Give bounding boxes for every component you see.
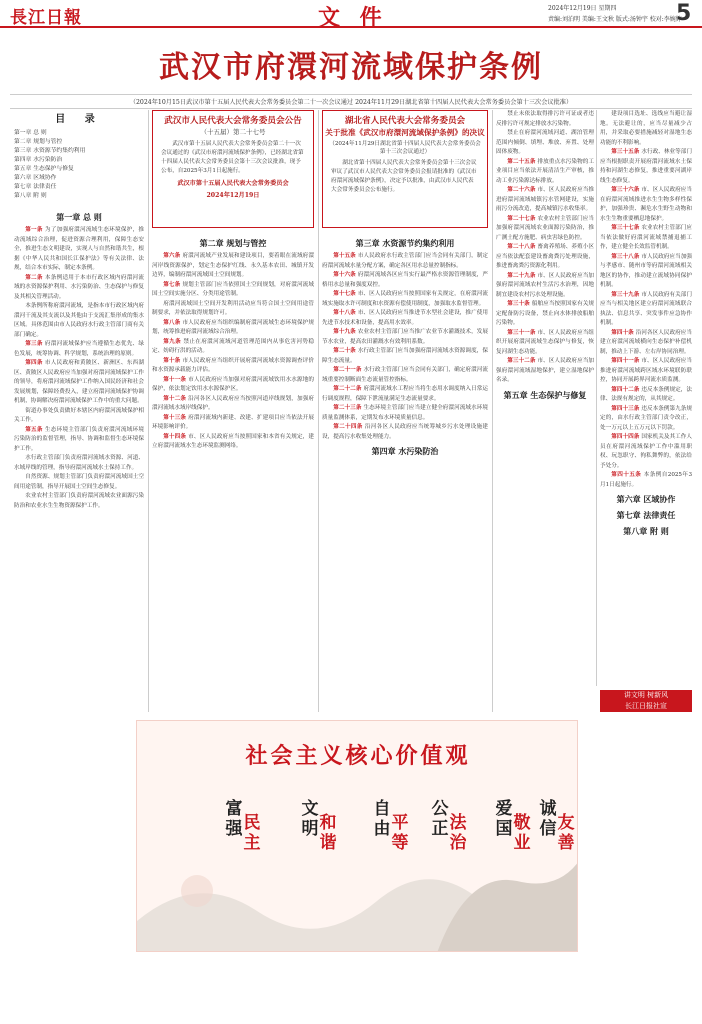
article-number: 第三十六条: [611, 187, 642, 193]
article-paragraph: [600, 405, 692, 434]
article-text: 禁止在府澴河流域河道、湖泊管理范围内倾倒、填埋、堆放、弃置、处理固体废物。: [496, 130, 594, 155]
core-value-word: [445, 813, 471, 853]
article-number: 第七条: [163, 281, 183, 288]
core-value-char: 谐: [319, 833, 337, 853]
article-text: 沿河各区人民政府应当统筹城乡污水处理设施建设，提高污水收集处理能力。: [322, 424, 488, 440]
article-text: 市人民政府应当组织编制府澴河流域生态环境保护规划，统筹推进府澴河流域综合治理。: [152, 319, 314, 335]
article-text: 市、区人民政府应当在府澴河流域推进水生生物多样性保护，加强珍贵、濒危水生野生动物和水生生物重要栖息地保护。: [600, 187, 692, 222]
article-number: 第四十三条: [611, 405, 642, 412]
article-text: 市、区人民政府应当推进府澴河流域跨区域水环境联防联控，协同开展跨界河流水质监测。: [600, 358, 692, 383]
column-1: [14, 208, 144, 712]
masthead: [0, 0, 702, 31]
column-2: [152, 234, 314, 712]
column-divider: [318, 110, 319, 712]
article-text: 府澴河流域各区应当实行最严格水资源管理制度，严格用水总量和强度双控。: [322, 272, 488, 288]
article-paragraph: [600, 186, 692, 224]
article-paragraph: [152, 300, 314, 319]
article-number: 第二十条: [333, 348, 358, 354]
article-paragraph: [152, 414, 314, 433]
article-number: 第二十八条: [507, 244, 538, 250]
article-paragraph: [152, 281, 314, 300]
article-number: 第二十六条: [507, 187, 538, 193]
article-paragraph: [152, 395, 314, 414]
article-paragraph: [496, 300, 594, 329]
toc-item: 第一章 总 则: [14, 130, 47, 136]
core-value-word: [553, 813, 578, 853]
article-paragraph: [600, 253, 692, 291]
core-value-word: [239, 813, 265, 853]
article-paragraph: [600, 148, 692, 186]
chapter-heading: 第二章 规划与管控: [199, 238, 267, 248]
article-text: 府澴河流域内新建、改建、扩建项目应当依法开展环境影响评价。: [152, 414, 314, 430]
core-value-char: 友: [557, 813, 575, 833]
core-value-char: 正: [431, 819, 449, 839]
core-value-char: 明: [301, 819, 319, 839]
article-number: 第三十一条: [507, 329, 538, 336]
article-paragraph: [152, 338, 314, 357]
article-text: 农业农村主管部门应当依法做好府澴河流域禁捕退捕工作，建立健全长效监管机制。: [600, 225, 692, 250]
chapter-heading: 第七章 法律责任: [616, 510, 676, 520]
article-number: 第四十五条: [611, 472, 644, 478]
article-number: 第二十七条: [507, 215, 538, 222]
article-text: 府澴河流域产业发展和建设项目，要着眼在流域府澴河岸线资源保护，划定生态保护红线、永久基本农田、城镇开发边界，编制府澴河流域国土空间规划。: [152, 253, 314, 278]
article-text: 市人民政府应当加强与孝感市、随州市等府澴河流域相关地区的协作，推动建立流域协同保护机制。: [600, 253, 692, 288]
article-number: 第三十九条: [611, 291, 642, 298]
section-title: 文 件: [318, 5, 388, 31]
toc-item: 第四章 水污染防治: [14, 157, 63, 163]
column-5: [600, 110, 692, 686]
core-value-word: [315, 813, 341, 853]
toc-item: 第六章 区域协作: [14, 175, 57, 181]
core-value-char: 法: [449, 813, 467, 833]
article-number: 第二条: [25, 274, 45, 281]
article-paragraph: [600, 357, 692, 386]
article-text: 禁止未依法取得排污许可证或者违反排污许可规定排放水污染物。: [496, 111, 594, 127]
article-text: 为了加强府澴河流域生态环境保护，推动流域综合治理，促进资源合理利用，保障生态安全，推进生态文明建设，实现人与自然和谐共生，根据《中华人民共和国长江保护法》等有关法律、法规，结合本市实际，制定本条例。: [14, 227, 144, 271]
announcement-signer: 武汉市第十五届人民代表大会常务委员会: [177, 180, 289, 187]
article-number: 第三十五条: [611, 149, 642, 155]
column-divider: [148, 110, 149, 712]
article-number: 第六条: [163, 253, 183, 259]
article-text: 禁止在府澴河流域河道管理范围内从事危害河势稳定、妨碍行洪的活动。: [152, 338, 314, 354]
article-number: 第四条: [25, 360, 45, 366]
article-number: 第一条: [25, 227, 45, 233]
article-paragraph: [600, 224, 692, 253]
article-paragraph: [152, 376, 314, 395]
article-text: 府澴河流域水工程应当将生态用水调度纳入日常运行调度规程，保障下泄流量满足生态流量要求。: [322, 386, 488, 402]
toc-title: 目 录: [55, 114, 103, 125]
core-value-char: 公: [431, 799, 449, 819]
article-number: 第四十四条: [611, 434, 642, 440]
article-paragraph: [14, 359, 144, 407]
toc-item: 第七章 法律责任: [14, 184, 57, 190]
article-text: 府澴河流域国土空间开发利用活动应当符合国土空间用途管制要求，并依法取得规划许可。: [152, 300, 314, 316]
announcement-body: 武汉市第十五届人民代表大会常务委员会第二十一次会议通过的《武汉市府澴河流域保护条例》，已经湖北省第十四届人民代表大会常务委员会第十三次会议批准，现予公布，自2025年3月1日起施行。: [161, 141, 304, 174]
article-number: 第五条: [25, 426, 45, 433]
resolution-title-2: 关于批准《武汉市府澴河流域保护条例》的决议: [325, 128, 485, 137]
article-number: 第二十五条: [507, 158, 538, 165]
article-text: 建设项目选址、选线应当避让湿地。无法避让的，应当尽量减少占用，并采取必要措施减轻对湿地生态功能的不利影响。: [600, 111, 692, 146]
article-paragraph: [14, 407, 144, 426]
article-paragraph: [14, 302, 144, 340]
article-number: 第四十二条: [611, 386, 642, 393]
article-paragraph: [322, 347, 488, 366]
article-paragraph: [14, 274, 144, 303]
announcement-box-wuhan: [152, 110, 314, 228]
article-text: 生态环境主管部门负责府澴河流域环境污染防治的监督管理，指导、协调和监督生态环境保护工作。: [14, 426, 144, 452]
public-service-badge: [600, 690, 692, 712]
article-paragraph: [600, 433, 692, 471]
core-value-char: 国: [495, 819, 513, 839]
article-text: 违反本条例规定，法律、法规有规定的，从其规定。: [600, 386, 692, 402]
article-list: [14, 226, 144, 511]
badge-line-1: 讲文明 树新风: [623, 691, 669, 699]
article-number: 第九条: [163, 338, 184, 345]
article-text: 市人民政府应当组织开展府澴河流域水资源调查评价和水资源承载能力评估。: [152, 357, 314, 373]
article-number: 第四十条: [611, 329, 636, 336]
article-number: 第十条: [163, 357, 183, 364]
core-value-char: 强: [225, 819, 243, 839]
article-paragraph: [14, 226, 144, 274]
column-4: [496, 110, 594, 712]
core-value-word: [387, 813, 413, 853]
core-value-char: 信: [539, 819, 557, 839]
column-divider: [492, 110, 493, 712]
core-value-char: 文: [301, 799, 319, 819]
core-value-char: 主: [243, 833, 261, 853]
article-number: 第十九条: [333, 329, 358, 335]
core-value-char: 等: [391, 833, 409, 853]
resolution-subtitle: （2024年11月29日湖北省第十四届人民代表大会常务委员会第十三次会议通过）: [329, 141, 481, 155]
column-divider: [596, 110, 597, 686]
article-paragraph: [14, 340, 144, 359]
chapter-heading: 第一章 总 则: [56, 212, 102, 222]
article-number: 第十四条: [163, 433, 189, 440]
toc-item: 第二章 规划与管控: [14, 139, 63, 145]
article-paragraph: [496, 129, 594, 158]
table-of-contents: [14, 110, 144, 199]
article-number: 第十七条: [333, 291, 358, 297]
core-value-char: 由: [373, 819, 391, 839]
article-paragraph: [14, 473, 144, 492]
article-text: 本条例适用于本市行政区域内府澴河流域的水资源保护利用、水污染防治、生态保护与修复及其相关管理活动。: [14, 274, 144, 300]
article-text: 违反本条例第九条规定的，由水行政主管部门责令改正，处一万元以上五万元以下罚款。: [600, 405, 692, 431]
article-number: 第三十条: [507, 301, 532, 307]
article-paragraph: [322, 271, 488, 290]
article-text: 农业农村主管部门负责府澴河流域农业面源污染防治和农业水生生物资源保护工作。: [14, 493, 144, 509]
article-text: 船舶应当按照国家有关规定配备防污设备，禁止向水体排放船舶污染物。: [496, 301, 594, 326]
chapter-heading: 第八章 附 则: [623, 526, 669, 536]
article-paragraph: [496, 186, 594, 215]
toc-item: 第八章 附 则: [14, 193, 47, 199]
adoption-note: （2024年10月15日武汉市第十五届人民代表大会常务委员会第二十一次会议通过 2024年11月29日湖北省第十四届人民代表大会常务委员会第十三次会议批准）: [10, 94, 692, 109]
core-value-char: 敬: [513, 813, 531, 833]
article-number: 第十三条: [163, 414, 189, 421]
article-number: 第二十四条: [333, 424, 365, 430]
article-text: 市人民政府水行政主管部门应当会同有关部门，制定府澴河流域水量分配方案，确定各区用水总量控制指标。: [322, 253, 488, 269]
article-paragraph: [14, 426, 144, 455]
article-number: 第十一条: [163, 376, 189, 383]
article-text: 市、区人民政府应当加强府澴河流域农村生活污水治理，因地制宜建设农村污水处理设施。: [496, 272, 594, 298]
article-paragraph: [496, 357, 594, 386]
article-text: 水行政主管部门应当会同有关部门，确定府澴河流域重要控制断面生态流量管控指标。: [322, 367, 488, 383]
article-paragraph: [152, 319, 314, 338]
core-value-char: 爱: [495, 799, 513, 819]
announcement-title: 武汉市人民代表大会常务委员会公告: [164, 116, 302, 126]
article-paragraph: [322, 385, 488, 404]
core-value-char: 业: [513, 833, 531, 853]
article-paragraph: [322, 328, 488, 347]
badge-line-2: 长江日报社宣: [625, 702, 667, 710]
chapter-heading: 第四章 水污染防治: [371, 446, 439, 456]
article-text: 排放重点水污染物的工业项目应当依法开展清洁生产审核，推动工业污染源达标排放。: [496, 158, 594, 184]
core-value-word: [509, 813, 535, 853]
article-number: 第二十二条: [333, 386, 364, 392]
article-paragraph: [322, 309, 488, 328]
core-value-char: 诚: [539, 799, 557, 819]
article-paragraph: [496, 272, 594, 301]
article-number: 第八条: [163, 319, 183, 326]
article-paragraph: [322, 290, 488, 309]
article-number: 第三十七条: [611, 225, 642, 231]
core-value-char: 平: [391, 813, 409, 833]
article-text: 市人民政府和黄陂区、新洲区、东西湖区、黄陂区人民政府应当加强对府澴河流域保护工作的领导，将府澴河流域保护工作纳入国民经济和社会发展规划，保障经费投入，建立府澴河流域保护协调机制，协调解决府澴河流域保护工作中的重大问题。: [14, 360, 144, 404]
resolution-box-hubei: [322, 110, 488, 228]
article-text: 水行政主管部门负责府澴河流域水资源、河道、水域岸线的管理，指导府澴河流域水土保持工作。: [14, 455, 144, 471]
article-paragraph: [322, 423, 488, 442]
core-value-char: 民: [243, 813, 261, 833]
article-number: 第十八条: [333, 310, 358, 316]
page-headline: 武汉市府澴河流域保护条例: [159, 50, 543, 85]
article-text: 市人民政府应当加强对府澴河流域饮用水水源地的保护，依法划定饮用水水源保护区。: [152, 376, 314, 392]
toc-item: 第五章 生态保护与修复: [14, 166, 74, 172]
chapter-heading: 第五章 生态保护与修复: [503, 389, 587, 400]
core-values-poster: [136, 720, 578, 952]
article-text: 农业农村主管部门应当推广农业节水灌溉技术，发展节水农业，提高农田灌溉水有效利用系数。: [322, 329, 488, 345]
chapter-heading: 第六章 区域协作: [616, 494, 676, 504]
article-text: 市、区人民政府应当加强府澴河流域湿地保护，建立湿地保护名录。: [496, 358, 594, 383]
column-3: [322, 234, 488, 712]
article-paragraph: [600, 386, 692, 405]
announcement-date: 2024年12月19日: [206, 192, 260, 199]
article-number: 第三条: [25, 341, 45, 347]
announcement-number: （十五届）第二十七号: [200, 128, 266, 136]
article-list: [600, 110, 692, 490]
article-text: 市人民政府有关部门应当与相关地区建立府澴河流域联合执法、信息共享、突发事件应急协作机制。: [600, 291, 692, 326]
article-text: 本条例自2025年3月1日起施行。: [600, 472, 692, 488]
article-paragraph: [14, 454, 144, 473]
article-paragraph: [600, 110, 692, 148]
article-paragraph: [152, 252, 314, 281]
article-paragraph: [496, 110, 594, 129]
newspaper-logo: 長江日報: [10, 8, 82, 28]
article-paragraph: [600, 291, 692, 329]
article-text: 市、区人民政府应当推进府澴河流域城镇污水管网建设，实施雨污分流改造，提高城镇污水收集率。: [496, 187, 594, 212]
article-paragraph: [152, 433, 314, 452]
article-text: 本条例所称府澴河流域，是指本市行政区域内府澴河干流及其支流以及其他由于支流汇集形成的集水区域。具体范围由市人民政府水行政主管部门商有关部门确定。: [14, 303, 144, 338]
article-list: [322, 252, 488, 442]
article-text: 水行政主管部门应当加强府澴河流域水资源调度，保障生态流量。: [322, 348, 488, 364]
core-value-char: 自: [373, 799, 391, 819]
article-number: 第二十九条: [507, 272, 538, 279]
article-number: 第二十一条: [333, 367, 364, 373]
article-paragraph: [496, 158, 594, 187]
article-text: 沿河各区人民政府应当按照河道岸线规划，加强府澴河流域水域岸线保护。: [152, 395, 314, 411]
article-paragraph: [600, 329, 692, 358]
page-number: 5: [676, 1, 692, 26]
article-paragraph: [322, 404, 488, 423]
article-text: 市、区人民政府应当组织开展府澴河流域生态保护与修复，恢复河湖生态功能。: [496, 329, 594, 355]
chapter-heading: 第三章 水资源节约集约利用: [355, 238, 455, 248]
article-text: 市、区人民政府应当按照国家和本省有关规定，建立府澴河流域水生态环境监测网络。: [152, 433, 314, 449]
article-paragraph: [496, 243, 594, 272]
core-value-char: 富: [225, 799, 243, 819]
article-number: 第十五条: [333, 253, 358, 259]
core-value-char: 和: [319, 813, 337, 833]
resolution-title: 湖北省人民代表大会常务委员会: [344, 116, 466, 126]
article-text: 市、区人民政府应当按照国家有关规定，在府澴河流域实施取水许可制度和水资源有偿使用制度，加强取水监督管理。: [322, 291, 488, 307]
article-list: [152, 252, 314, 452]
article-paragraph: [322, 252, 488, 271]
issue-date: 2024年12月19日 星期四: [548, 5, 617, 12]
poster-title: 社会主义核心价值观: [245, 744, 471, 769]
editor-credits: 责编:刘泊明 美编:王文秋 版式:汤钟宇 校对:李婉婷: [548, 16, 682, 23]
article-list: [496, 110, 594, 386]
article-text: 沿河各区人民政府应当建立府澴河流域横向生态保护补偿机制，推动上下游、左右岸协同治理。: [600, 329, 692, 355]
core-value-char: 善: [557, 833, 575, 853]
article-paragraph: [322, 366, 488, 385]
article-number: 第十二条: [163, 395, 189, 402]
article-text: 水行政、林业等部门应当根据职责开展府澴河流域水土保持和河湖生态修复，推进重要河湖岸线生态修复。: [600, 149, 692, 184]
article-paragraph: [600, 471, 692, 490]
toc-list: [14, 129, 144, 201]
article-text: 畜禽养殖场、养殖小区应当依法配套建设畜禽粪污处理设施，推进畜禽粪污资源化利用。: [496, 244, 594, 269]
article-paragraph: [496, 215, 594, 244]
article-text: 市、区人民政府应当推进节水型社会建设，推广使用先进节水技术和设备，提高用水效率。: [322, 310, 488, 326]
article-number: 第二十三条: [333, 405, 364, 411]
toc-item: 第三章 水资源节约集约利用: [14, 148, 86, 154]
article-text: 府澴河流域保护应当遵循生态优先、绿色发展，统筹协调、科学规划，系统治理的原则。: [14, 341, 144, 357]
article-text: 规划主管部门应当依照国土空间规划，对府澴河流域国土空间实施分区、分类用途管制。: [152, 281, 314, 297]
article-text: 农业农村主管部门应当加强府澴河流域农业面源污染防治，推广测土配方施肥、病虫害绿色防控。: [496, 215, 594, 241]
article-paragraph: [14, 492, 144, 511]
article-number: 第十六条: [333, 272, 358, 278]
article-text: 自然资源、规划主管部门负责府澴河流域国土空间用途管制，指导开展国土空间生态修复。: [14, 474, 144, 490]
article-paragraph: [496, 329, 594, 358]
article-number: 第四十一条: [611, 358, 642, 364]
core-value-char: 治: [449, 833, 467, 853]
article-text: 街道办事处负责做好本辖区内府澴河流域保护相关工作。: [14, 407, 144, 423]
article-paragraph: [152, 357, 314, 376]
article-number: 第三十二条: [507, 358, 538, 364]
article-number: 第三十八条: [611, 253, 642, 260]
article-text: 国家机关及其工作人员在府澴河流域保护工作中滥用职权、玩忽职守、徇私舞弊的，依法给予处分。: [600, 434, 692, 469]
article-text: 生态环境主管部门应当建立健全府澴河流域水环境质量监测体系，定期发布水环境质量信息。: [322, 405, 488, 421]
resolution-body: 湖北省第十四届人民代表大会常务委员会第十三次会议审议了武汉市人民代表大会常务委员会报请批准的《武汉市府澴河流域保护条例》，决定予以批准，由武汉市人民代表大会常务委员会公布施行。: [331, 160, 477, 193]
